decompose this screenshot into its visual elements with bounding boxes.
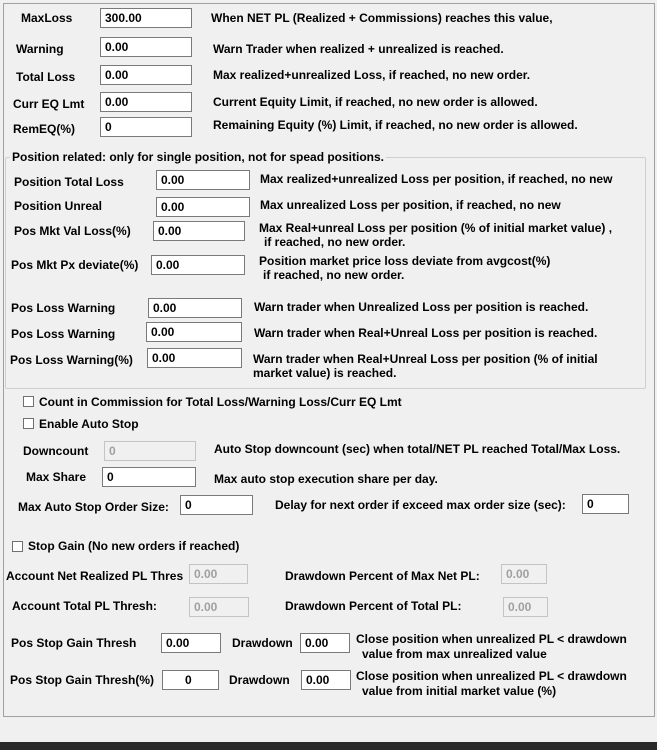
position-group-title: Position related: only for single position, not for spead positions. (12, 150, 385, 164)
pos-stop-gain-pct-desc: Close position when unrealized PL < drawdown (356, 669, 627, 683)
count-commission-label: Count in Commission for Total Loss/Warning Loss/Curr EQ Lmt (39, 395, 402, 409)
dd-net-label: Drawdown Percent of Max Net PL: (285, 569, 480, 583)
bottom-bar (0, 742, 657, 750)
warning-label: Warning (16, 42, 64, 56)
drawdown-2-label: Drawdown (229, 673, 290, 687)
pos-mkt-val-loss-desc: Max Real+unreal Loss per position (% of initial market value) , (259, 221, 613, 235)
total-pl-label: Account Total PL Thresh: (12, 599, 157, 613)
net-realized-input[interactable] (189, 564, 248, 584)
pos-total-loss-desc: Max realized+unrealized Loss per position, if reached, no new (260, 172, 613, 186)
pos-mkt-px-desc-2: if reached, no new order. (263, 268, 405, 282)
pos-unreal-label: Position Unreal (14, 199, 103, 213)
maxloss-label: MaxLoss (21, 11, 73, 25)
total-loss-label: Total Loss (16, 70, 76, 84)
pos-loss-warning-2-label: Pos Loss Warning (11, 327, 116, 341)
dd-net-input[interactable] (501, 564, 547, 584)
pos-mkt-val-loss-label: Pos Mkt Val Loss(%) (14, 224, 131, 238)
count-commission-checkbox[interactable] (23, 396, 34, 407)
pos-loss-warning-1-desc: Warn trader when Unrealized Loss per position is reached. (254, 300, 589, 314)
stop-gain-label: Stop Gain (No new orders if reached) (28, 539, 240, 553)
stop-gain-checkbox[interactable] (12, 541, 23, 552)
curr-eq-label: Curr EQ Lmt (13, 97, 85, 111)
dd-total-label: Drawdown Percent of Total PL: (285, 599, 462, 613)
pos-loss-warning-pct-desc: Warn trader when Real+Unreal Loss per position (% of initial (253, 352, 598, 366)
warning-input[interactable] (100, 37, 192, 57)
enable-auto-stop-checkbox[interactable] (23, 418, 34, 429)
curr-eq-desc: Current Equity Limit, if reached, no new order is allowed. (213, 95, 538, 109)
pos-loss-warning-1-label: Pos Loss Warning (11, 301, 116, 315)
delay-input[interactable] (582, 494, 629, 514)
total-loss-input[interactable] (100, 65, 192, 85)
pos-loss-warning-1-input[interactable] (148, 298, 242, 318)
pos-loss-warning-pct-label: Pos Loss Warning(%) (10, 353, 133, 367)
pos-loss-warning-2-input[interactable] (146, 322, 242, 342)
downcount-label: Downcount (23, 444, 89, 458)
delay-label: Delay for next order if exceed max order size (sec): (275, 498, 566, 512)
pos-mkt-val-loss-input[interactable] (153, 221, 245, 241)
pos-stop-gain-pct-desc-2: value from initial market value (%) (362, 684, 557, 698)
remeq-input[interactable] (100, 117, 192, 137)
drawdown-label: Drawdown (232, 636, 293, 650)
pos-loss-warning-2-desc: Warn trader when Real+Unreal Loss per position is reached. (254, 326, 598, 340)
pos-unreal-input[interactable] (156, 197, 250, 217)
dd-total-input[interactable] (503, 597, 548, 617)
pos-stop-gain-pct-input[interactable] (162, 670, 219, 690)
remeq-desc: Remaining Equity (%) Limit, if reached, no new order is allowed. (213, 118, 578, 132)
maxloss-desc: When NET PL (Realized + Commissions) reaches this value, (211, 11, 553, 25)
pos-loss-warning-pct-desc-2: market value) is reached. (253, 366, 397, 380)
pos-stop-gain-desc-2: value from max unrealized value (362, 647, 547, 661)
warning-desc: Warn Trader when realized + unrealized is reached. (213, 42, 504, 56)
pos-drawdown-input[interactable] (300, 633, 350, 653)
pos-stop-gain-input[interactable] (161, 633, 221, 653)
enable-auto-stop-label: Enable Auto Stop (39, 417, 139, 431)
pos-mkt-px-label: Pos Mkt Px deviate(%) (11, 258, 139, 272)
max-share-input[interactable] (102, 467, 196, 487)
downcount-input[interactable] (104, 441, 196, 461)
max-order-size-input[interactable] (180, 495, 253, 515)
max-share-desc: Max auto stop execution share per day. (214, 472, 438, 486)
pos-mkt-val-loss-desc-2: if reached, no new order. (264, 235, 406, 249)
total-loss-desc: Max realized+unrealized Loss, if reached, no new order. (213, 68, 531, 82)
curr-eq-input[interactable] (100, 92, 192, 112)
downcount-desc: Auto Stop downcount (sec) when total/NET PL reached Total/Max Loss. (214, 442, 621, 456)
pos-loss-warning-pct-input[interactable] (147, 348, 242, 368)
max-order-size-label: Max Auto Stop Order Size: (18, 500, 169, 514)
remeq-label: RemEQ(%) (13, 122, 76, 136)
pos-stop-gain-label: Pos Stop Gain Thresh (11, 636, 137, 650)
pos-mkt-px-desc: Position market price loss deviate from avgcost(%) (259, 254, 551, 268)
total-pl-input[interactable] (189, 597, 249, 617)
max-share-label: Max Share (26, 470, 87, 484)
net-realized-label: Account Net Realized PL Thres (6, 569, 184, 583)
maxloss-input[interactable] (100, 8, 192, 28)
pos-unreal-desc: Max unrealized Loss per position, if reached, no new (260, 198, 561, 212)
pos-total-loss-label: Position Total Loss (14, 175, 124, 189)
pos-stop-gain-pct-label: Pos Stop Gain Thresh(%) (10, 673, 155, 687)
pos-pct-drawdown-input[interactable] (301, 670, 351, 690)
pos-stop-gain-desc: Close position when unrealized PL < drawdown (356, 632, 627, 646)
pos-total-loss-input[interactable] (156, 170, 250, 190)
pos-mkt-px-input[interactable] (151, 255, 245, 275)
